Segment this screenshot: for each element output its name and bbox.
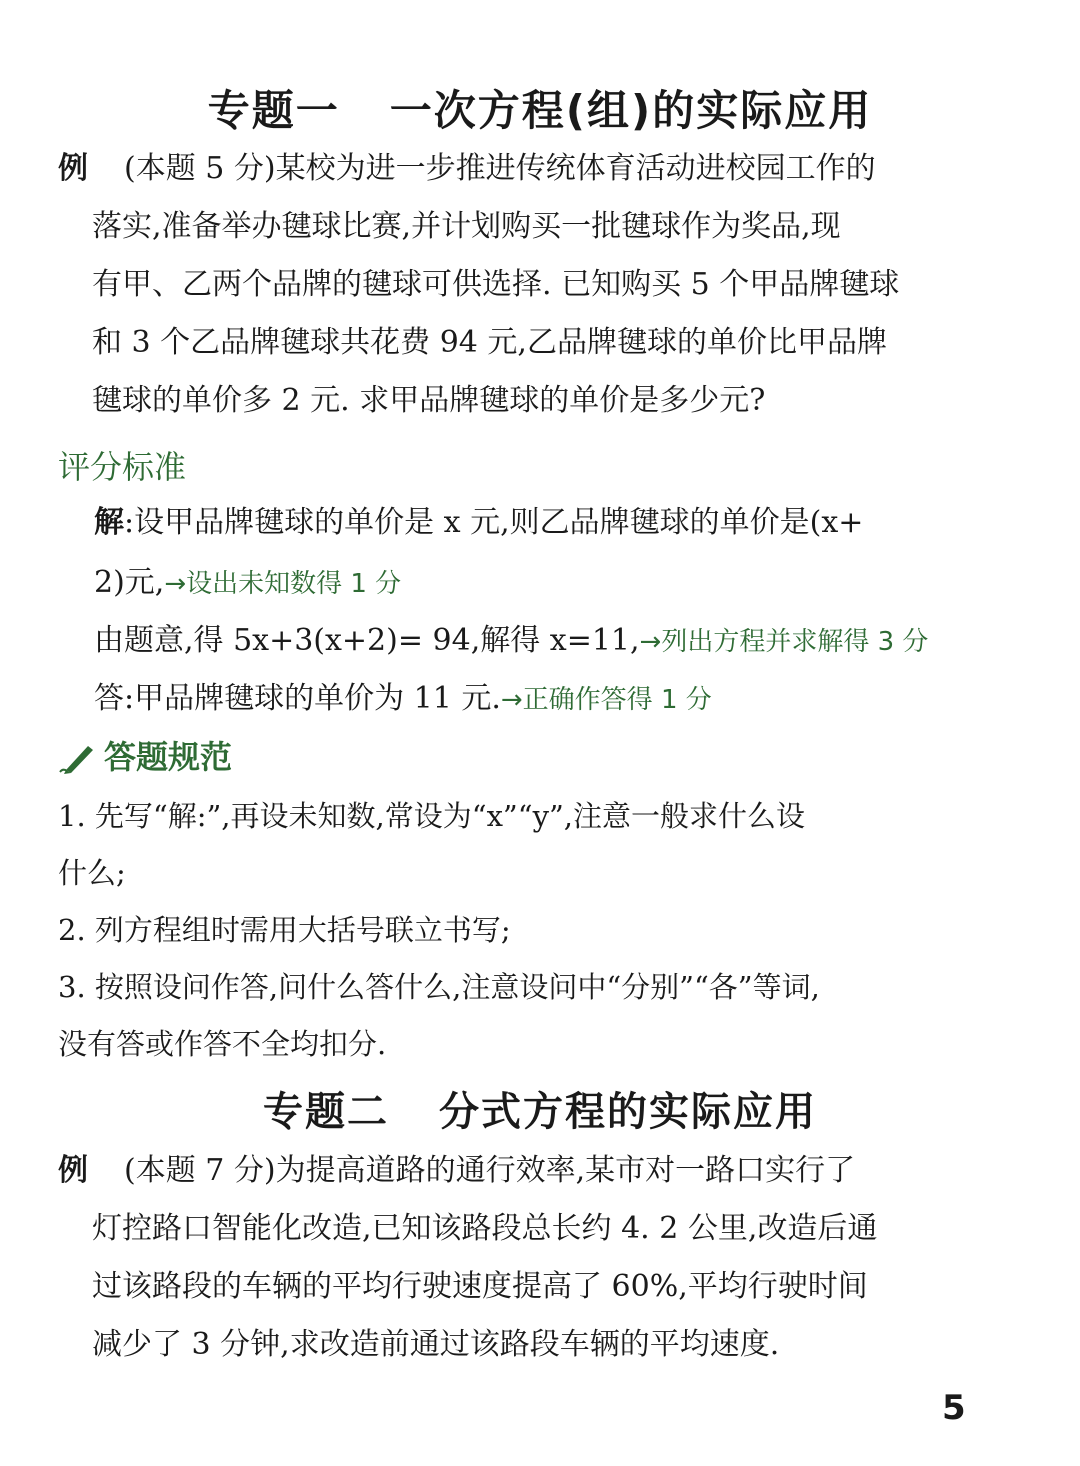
solution-line-3: 由题意,得 5x+3(x+2)= 94,解得 x=11,→列出方程并求解得 3 分 [94,623,929,658]
topic2-title-number: 专题二 [263,1089,389,1135]
solution-line-2: 2)元,→设出未知数得 1 分 [94,565,402,600]
score-note: →列出方程并求解得 3 分 [639,627,929,657]
norm-item: 3. 按照设问作答,问什么答什么,注意设问中“分别”“各”等词, [58,970,820,1004]
topic1-title-text: 一次方程(组)的实际应用 [389,86,873,135]
topic2-title-text: 分式方程的实际应用 [439,1089,817,1135]
solution-line-1: 解:设甲品牌毽球的单价是 x 元,则乙品牌毽球的单价是(x+ [94,505,864,540]
norm-item-continued: 什么; [58,856,126,890]
score-note: →正确作答得 1 分 [500,685,712,715]
answer-norms-heading: 答题规范 [58,732,232,778]
topic1-title-number: 专题一 [207,86,340,135]
topic1-title [0,78,1080,138]
answer-norms-list [58,788,1003,1073]
topic2-title [0,1080,1080,1137]
topic1-example-line-2: 落实,准备举办毽球比赛,并计划购买一批毽球作为奖品,现 [92,209,841,244]
norm-item: 1. 先写“解:”,再设未知数,常设为“x”“y”,注意一般求什么设 [58,799,806,833]
topic2-example [58,1142,1003,1374]
topic2-example-line-1: 例 (本题 7 分)为提高道路的通行效率,某市对一路口实行了 [58,1142,1003,1200]
scoring-standard-heading: 评分标准 [58,448,187,486]
topic1-example [58,140,1003,430]
example-label: 例 [58,151,88,186]
solution-line-4: 答:甲品牌毽球的单价为 11 元.→正确作答得 1 分 [94,681,712,716]
norm-item: 2. 列方程组时需用大括号联立书写; [58,913,511,947]
example-label: 例 [58,1153,88,1188]
solution-label: 解 [94,505,124,540]
topic1-example-line-4: 和 3 个乙品牌毽球共花费 94 元,乙品牌毽球的单价比甲品牌 [92,325,887,360]
topic2-example-line-3: 过该路段的车辆的平均行驶速度提高了 60%,平均行驶时间 [92,1269,868,1304]
topic1-example-line-1: 例 (本题 5 分)某校为进一步推进传统体育活动进校园工作的 [58,140,1003,198]
norm-item-continued: 没有答或作答不全均扣分. [58,1027,387,1061]
topic2-example-line-2: 灯控路口智能化改造,已知该路段总长约 4. 2 公里,改造后通 [92,1211,878,1246]
topic2-example-line-4: 减少了 3 分钟,求改造前通过该路段车辆的平均速度. [92,1327,780,1362]
topic1-example-line-5: 毽球的单价多 2 元. 求甲品牌毽球的单价是多少元? [92,383,766,418]
page-number: 5 [942,1388,966,1428]
pencil-icon [58,740,98,774]
score-note: →设出未知数得 1 分 [164,569,402,599]
topic1-example-line-3: 有甲、乙两个品牌的毽球可供选择. 已知购买 5 个甲品牌毽球 [92,267,900,302]
